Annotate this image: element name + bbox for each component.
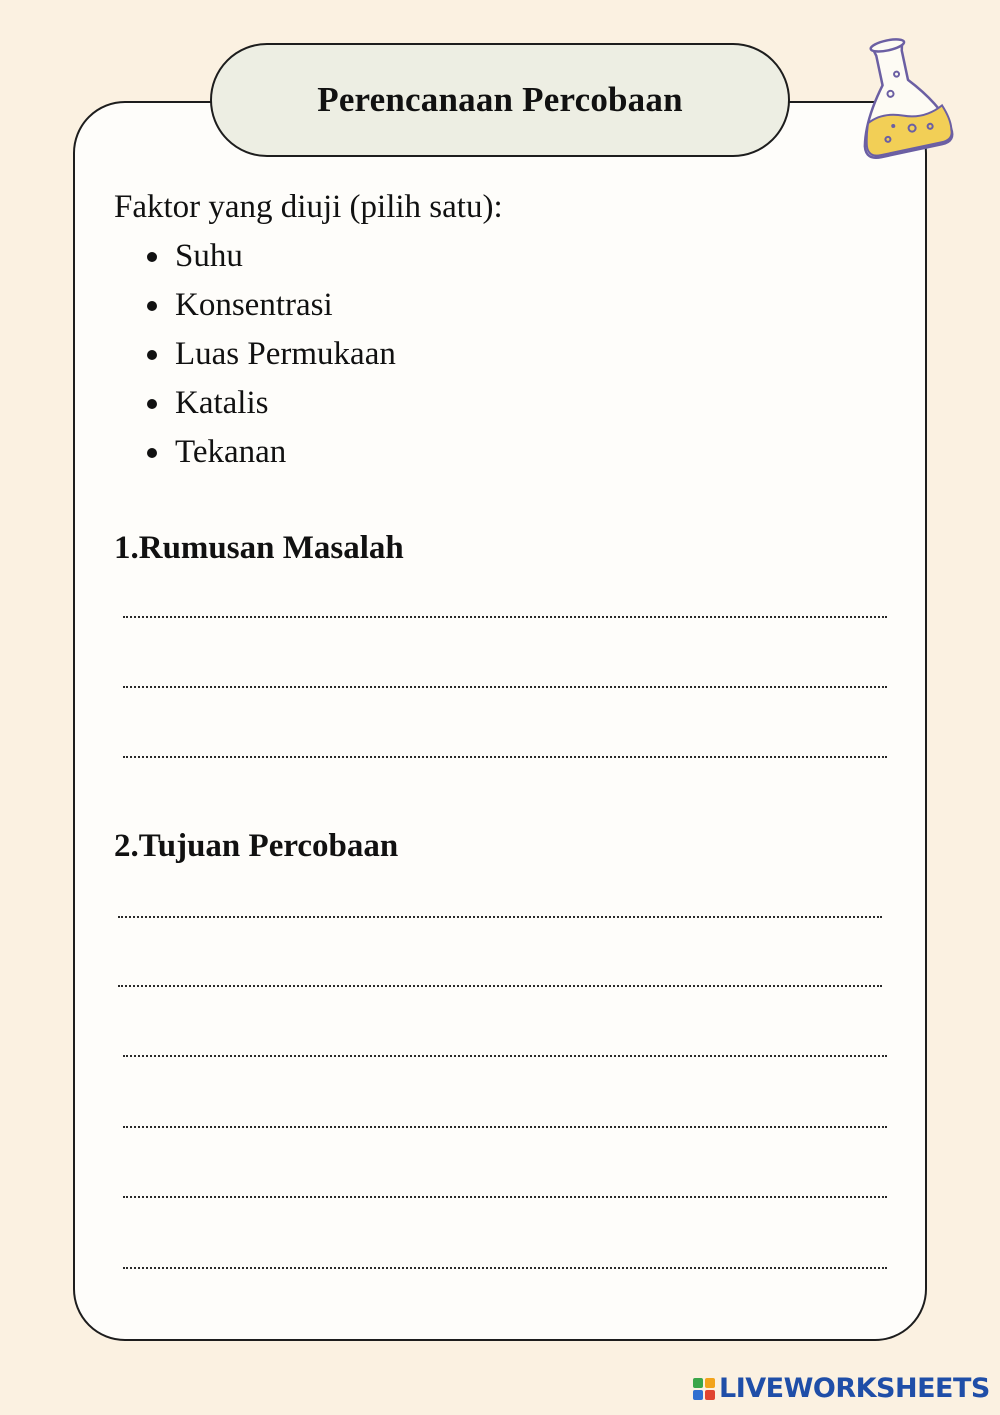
answer-line-tujuan-4[interactable]: [123, 1126, 887, 1128]
liveworksheets-logo-icon: [692, 1377, 716, 1401]
title-banner: [210, 43, 790, 157]
answer-line-rumusan-2[interactable]: [123, 686, 887, 688]
factor-label: Katalis: [175, 385, 269, 421]
factor-label: Suhu: [175, 238, 243, 274]
factor-label: Konsentrasi: [175, 287, 333, 323]
list-item: [145, 281, 396, 330]
answer-line-tujuan-2[interactable]: [118, 985, 882, 987]
bullet-icon: [147, 399, 157, 409]
list-item: [145, 428, 396, 477]
list-item: [145, 379, 396, 428]
factor-label: Luas Permukaan: [175, 336, 396, 372]
answer-line-tujuan-5[interactable]: [123, 1196, 887, 1198]
section-heading-rumusan-masalah: 1.Rumusan Masalah: [114, 530, 404, 566]
answer-line-tujuan-1[interactable]: [118, 916, 882, 918]
list-item: [145, 330, 396, 379]
section-heading-tujuan-percobaan: 2.Tujuan Percobaan: [114, 828, 399, 864]
page-title: Perencanaan Percobaan: [317, 80, 683, 119]
answer-line-tujuan-3[interactable]: [123, 1055, 887, 1057]
list-item: [145, 232, 396, 281]
bullet-icon: [147, 301, 157, 311]
answer-line-tujuan-6[interactable]: [123, 1267, 887, 1269]
bullet-icon: [147, 252, 157, 262]
answer-line-rumusan-3[interactable]: [123, 756, 887, 758]
factor-label: Tekanan: [175, 434, 287, 470]
factor-prompt: Faktor yang diuji (pilih satu):: [114, 189, 503, 225]
bullet-icon: [147, 448, 157, 458]
bullet-icon: [147, 350, 157, 360]
erlenmeyer-flask-icon: [840, 30, 960, 160]
factor-list: [145, 232, 396, 477]
liveworksheets-brand[interactable]: [692, 1373, 990, 1404]
brand-text: LIVEWORKSHEETS: [719, 1373, 990, 1404]
answer-line-rumusan-1[interactable]: [123, 616, 887, 618]
